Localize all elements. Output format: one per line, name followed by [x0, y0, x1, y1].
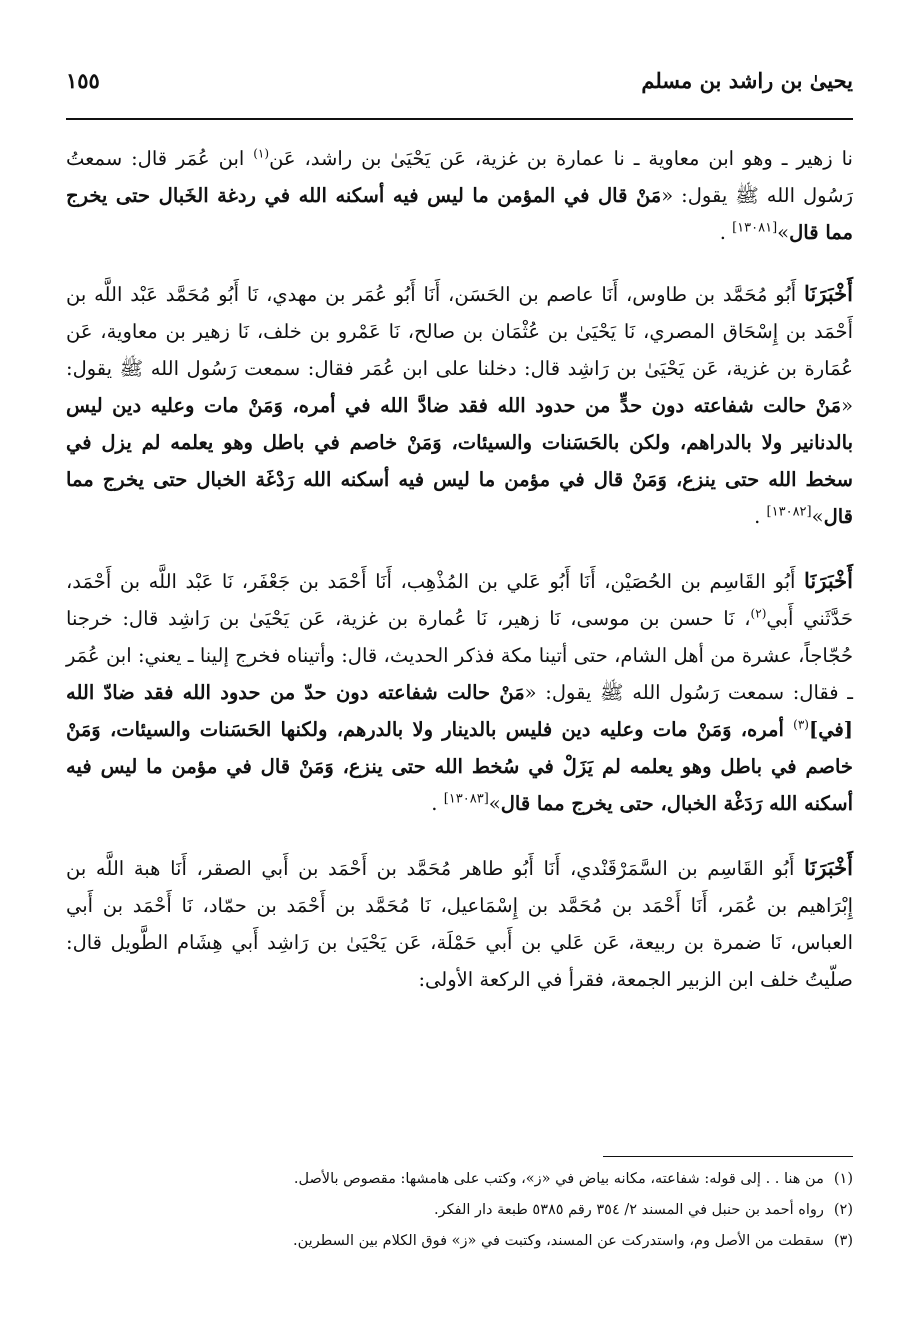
p3-hadith-b: أمره، وَمَنْ مات وعليه دين فليس بالدينار ولا بالدرهم، ولكنها الحَسَنات والسيئات، وَمَنْ خاصم في باطل وهو يعلمه لم يَزَلْ في سُخط الله حتى ينزع، وَمَنْ قال في مؤمن ما ليس فيه أسكنه الله رَدَغْة الخبال، حتى يخرج مما قال [66, 718, 853, 815]
p4-akhbarana: أَخْبَرَنَا [804, 855, 853, 880]
footnote-1-text: من هنا . . إلى قوله: شفاعته، مكانه بياض في «ز»، وكتب على هامشها: مقصوص بالأصل. [293, 1171, 824, 1187]
paragraph-3 [66, 562, 853, 822]
p3-close-quote: » [488, 792, 501, 815]
p2-text-a: أَبُو مُحَمَّد بن طاوس، أَنَا عاصم بن الحَسَن، أَنَا أَبُو عُمَر بن مهدي، نَا أَبُو مُحَمَّد عَبْد اللَّه بن أَحْمَد بن إِسْحَاق المصري، نَا يَحْيَىٰ بن عُثْمَان بن صالح، نَا عَمْرو بن خلف، نَا زهير بن معاوية، عَن عُمَارة بن غزية، عَن يَحْيَىٰ بن رَاشِد قال: دخلنا على ابن عُمَر فقال: سمعت رَسُول الله ﷺ يقول: « [66, 283, 853, 417]
footnotes [66, 1166, 853, 1259]
p3-end: . [431, 792, 444, 815]
p2-akhbarana: أَخْبَرَنَا [804, 281, 853, 306]
p3-text-b: ، نَا حسن بن موسى، نَا زهير، نَا عُمارة بن غزية، عَن يَحْيَىٰ بن رَاشِد قال: خرجنا حُجّاجاً، عشرة من أهل الشام، حتى أتينا مكة فذكر الحديث، قال: وأتيناه فخرج إلينا ـ يعني: ابن عُمَر ـ فقال: سمعت رَسُول الله ﷺ يقول: « [66, 607, 853, 704]
p2-end: . [754, 505, 767, 528]
footnote-marker-3: (٣) [793, 717, 809, 732]
p1-end: . [719, 221, 733, 244]
p3-text-a: أَبُو القَاسِم بن الحُصَيْن، أَنَا أَبُو عَلي بن المُذْهِب، أَنَا أَحْمَد بن جَعْفَر، نَا عَبْد اللَّه بن أَحْمَد، حَدَّثَني أَبي [66, 570, 853, 630]
page-number: ١٥٥ [66, 68, 100, 93]
main-text [66, 140, 853, 1025]
p2-hadith: مَنْ حالت شفاعته دون حدٍّ من حدود الله فقد ضادَّ الله في أمره، وَمَنْ مات وعليه دين ليس بالدنانير ولا بالدراهم، ولكن بالحَسَنات والسيئات، وَمَنْ خاصم في باطل وهو يعلمه لم يزل في سخط الله حتى ينزع، وَمَنْ قال في مؤمن ما ليس فيه أسكنه الله رَدْغَة الخبال حتى يخرج مما قال [66, 394, 853, 528]
footnote-divider [603, 1156, 853, 1157]
footnote-1-mark: (١) [833, 1171, 853, 1187]
page-header [66, 66, 853, 106]
p1-hadith: مَنْ قال في المؤمن ما ليس فيه أسكنه الله في ردغة الخَبال حتى يخرج مما قال [66, 184, 853, 244]
p3-akhbarana: أَخْبَرَنَا [804, 568, 853, 593]
footnote-2-text: رواه أحمد بن حنبل في المسند ٢/ ٣٥٤ رقم ٥٣٨٥ طبعة دار الفكر. [434, 1202, 824, 1218]
p2-hadith-number: [١٣٠٨٢] [766, 504, 812, 520]
p3-hadith-a: مَنْ حالت شفاعته دون حدّ من حدود الله فقد ضادّ الله [في] [66, 681, 853, 741]
p2-close-quote: » [811, 505, 824, 528]
p1-text-a: نا زهير ـ وهو ابن معاوية ـ نا عمارة بن غزية، عَن يَحْيَىٰ بن راشد، عَن [269, 147, 853, 170]
footnote-3 [66, 1228, 853, 1254]
paragraph-1 [66, 140, 853, 251]
p3-hadith-number: [١٣٠٨٣] [443, 791, 489, 807]
paragraph-4 [66, 849, 853, 998]
running-title: يحيىٰ بن راشد بن مسلم [641, 68, 853, 93]
footnote-3-mark: (٣) [833, 1233, 853, 1249]
footnote-1 [66, 1166, 853, 1192]
footnote-marker-1: (١) [253, 146, 270, 161]
p1-close-quote: » [777, 221, 790, 244]
p1-hadith-number: [١٣٠٨١] [732, 220, 778, 236]
header-divider [66, 118, 853, 120]
paragraph-2 [66, 275, 853, 535]
footnote-2 [66, 1197, 853, 1223]
footnote-2-mark: (٢) [833, 1202, 853, 1218]
p1-text-b: ابن عُمَر قال: سمعتُ رَسُول الله ﷺ يقول: « [66, 147, 854, 207]
footnote-3-text: سقطت من الأصل وم، واستدركت عن المسند، وكتبت في «ز» فوق الكلام بين السطرين. [293, 1233, 824, 1249]
footnote-marker-2: (٢) [750, 606, 767, 621]
p4-text-a: أَبُو القَاسِم بن السَّمَرْقَنْدي، أَنَا أَبُو طاهر مُحَمَّد بن أَحْمَد بن أَبي الصقر، أَنَا هبة اللَّه بن إِبْرَاهيم بن عُمَر، أَنَا أَحْمَد بن مُحَمَّد بن إِسْمَاعيل، نَا مُحَمَّد بن أَحْمَد بن حمّاد، نَا أَحْمَد بن أَبي العباس، نَا ضمرة بن ربيعة، عَن عَلي بن أَبي حَمْلَة، عَن يَحْيَىٰ بن رَاشِد أَبي هِشَام الطَّويل قال: صلّيتُ خلف ابن الزبير الجمعة، فقرأ في الركعة الأولى: [66, 857, 853, 991]
